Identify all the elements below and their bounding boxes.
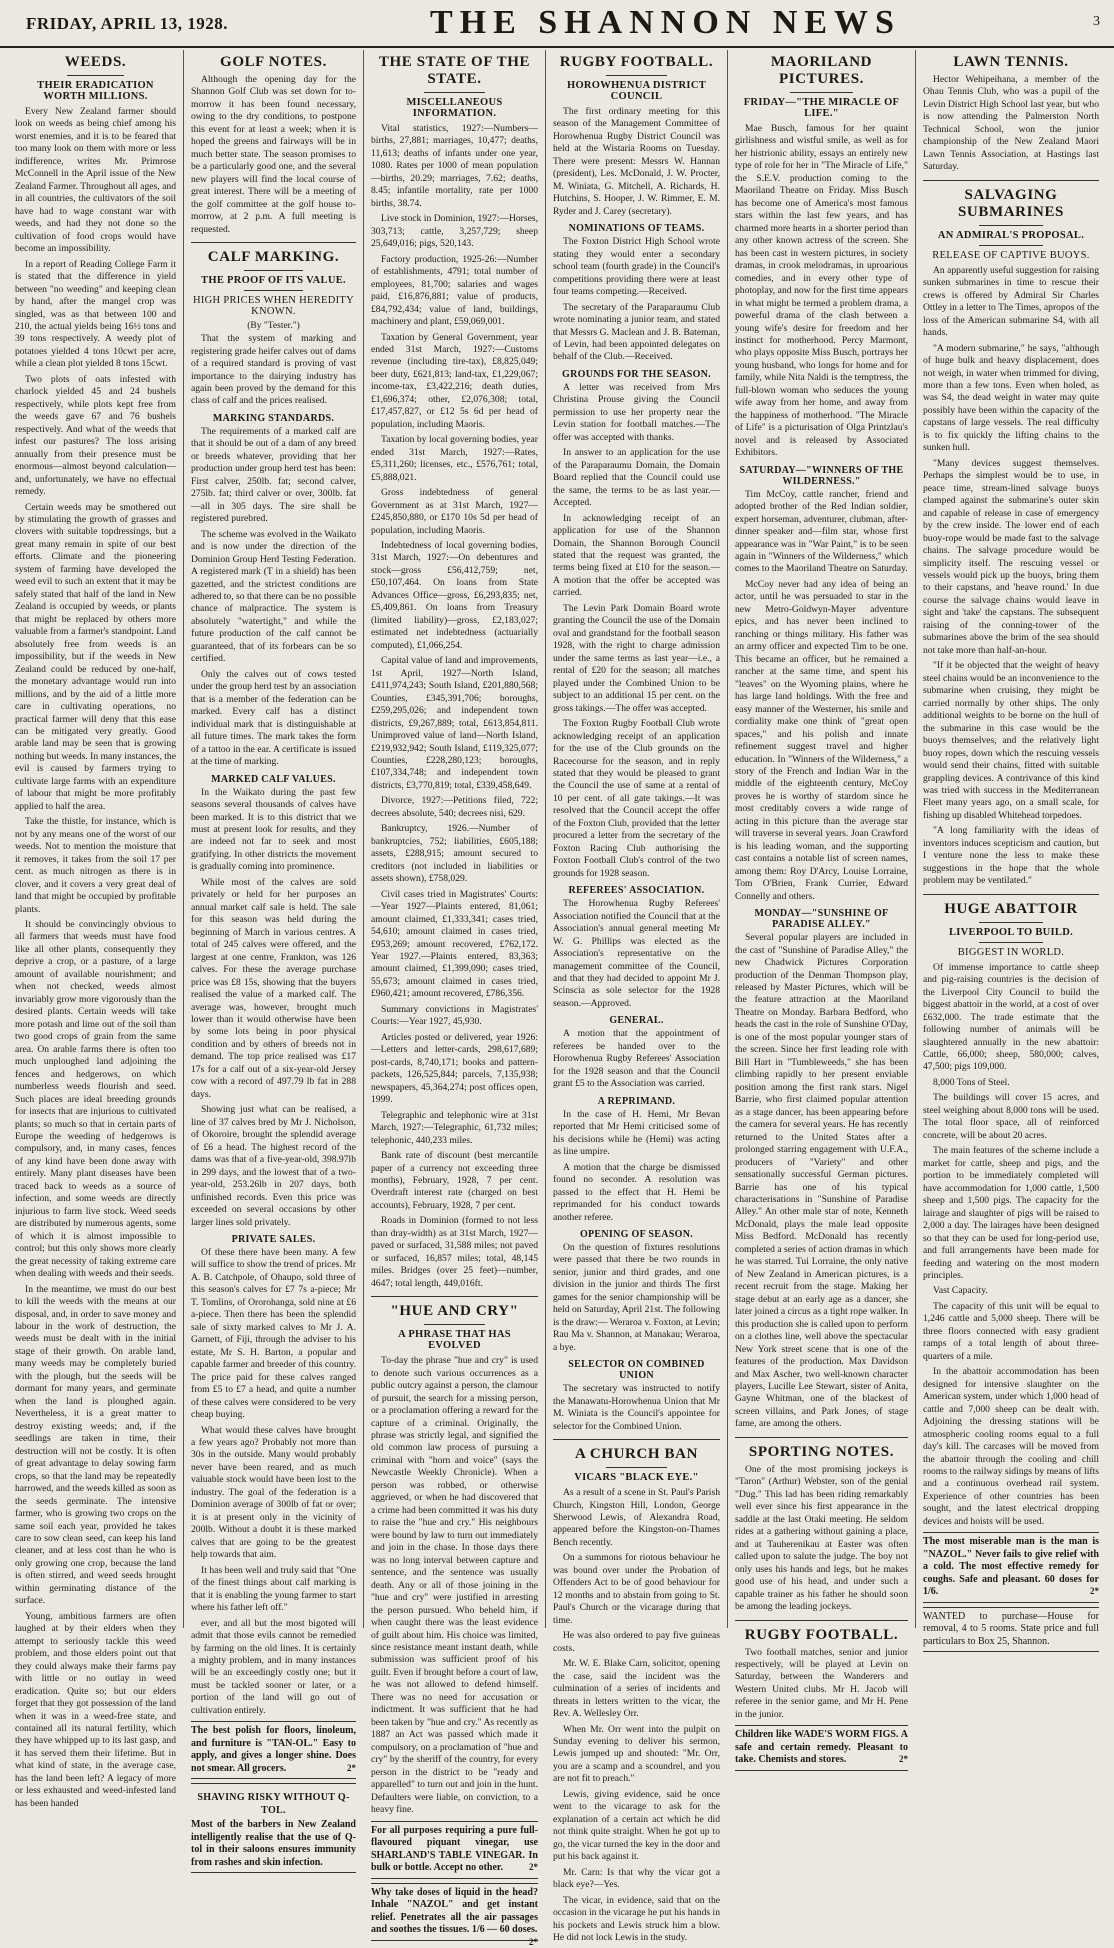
paragraph: As a result of a scene in St. Paul's Parish Church, Kingston Hill, London, George Sherwood Lewis, of Alexandra Road, appeared before the Kingston-on-Thames Bench recently.: [553, 1487, 720, 1548]
article-headline: SPORTING NOTES.: [748, 1443, 895, 1460]
paragraph: Articles posted or delivered, year 1926:—Letters and letter-cards, 298,617,689; post-cards, 8,740,171; books and pattern-packets, 126,525,844; parcels, 7,135,938; newspapers, 45,364,274; post offices open, 1999.: [371, 1031, 538, 1106]
article-body: [735, 123, 908, 460]
paragraph: The buildings will cover 15 acres, and steel weighing about 8,000 tons will be used. The total floor space, all of reinforced concrete, will be about 20 acres.: [923, 1092, 1099, 1141]
section-body: [553, 1383, 720, 1433]
headline-rule: [979, 225, 1042, 226]
advertisement: [371, 1883, 538, 1947]
issue-date: FRIDAY, APRIL 13, 1928.: [26, 14, 229, 33]
paragraph: Take the thistle, for instance, which is not by any means one of the worst of our weeds. Not to mention the moisture that it removes, it takes from the soil 17 per cent. as much nitrogen as there is in clover, and it covers a very great deal of land that might be occupied by profitable plants.: [15, 816, 176, 915]
paragraph: Although the opening day for the Shannon Golf Club was set down for to-morrow it has been found necessary, owing to the dry conditions, to postpone this event for at least a week; when it is hoped the greens and fairways will be in much better state. The season promises to be a particularly good one, and the several new players will find the local course of great interest. There will be a meeting of the golf committee at the golf house to-morrow, at 2 p.m. A full meeting is requested.: [191, 74, 356, 235]
column-1: [8, 50, 184, 1809]
paragraph: What would these calves have brought a few years ago? Probably not more than 30s in the outside. Many would probably never have been reared, and as much valuable stock would have been lost to the industry. The goal of the federation is a Dominion average of 300lb of fat or over; it is at present only in the vicinity of 200lb. Without a doubt it is these marked calves that are going to be the greatest help towards that aim.: [191, 1424, 356, 1561]
column-4: [546, 50, 728, 1943]
article-headline: GOLF NOTES.: [220, 54, 327, 70]
headline-rule: [606, 1467, 666, 1468]
paragraph: The secretary was instructed to notify the Manawatu-Horowhenua Union that Mr M. Winiata is the Council's appointee for selector for the Combined Union.: [553, 1383, 720, 1432]
article-headline: THE STATE OF THE STATE.: [378, 54, 531, 87]
article: [553, 1439, 720, 1944]
article-subhead: LIVERPOOL TO BUILD.: [948, 926, 1074, 938]
paragraph: Taxation by local governing bodies, year ended 31st March, 1927:—Rates, £5,311,260; licenses, etc., £576,761; total, £5,888,021.: [371, 434, 538, 483]
advertisement-text: Children like WADE'S WORM FIGS. A safe and certain remedy. Pleasant to take. Chemists and stores.: [735, 1729, 908, 1766]
article-byline: (By "Tester."): [247, 321, 300, 332]
subhead-rule: [979, 942, 1042, 943]
section-heading: GROUNDS FOR THE SEASON.: [562, 368, 711, 380]
advertisement-text: For all purposes requiring a pure full-flavoured piquant vinegar, use SHARLAND'S TABLE VINEGAR. In bulk or bottle. Accept no other.: [371, 1824, 538, 1874]
column-2: [184, 50, 364, 1868]
paragraph: McCoy never had any idea of being an actor, until he was persuaded to star in the new Metro-Goldwyn-Mayer adventure epics, and has never been inclined to ranching or things military. His father was an army officer and expected Tim to be one. This became an officer, but he remained a rancher at the same time, and spent his "leaves" on the Wyoming plains, where he has large land holdings. With the free and easy manner of the Westerner, his smile and cordiality make one think of "great open spaces," and his polish and innate refinement suggest travel and higher education. In "Winners of the Wilderness," a story of the French and Indian War in the middle of the eighteenth century, McCoy proves he is worthy of stardom since he most creditably covers a wide range of acting in this picture than the average star will traverse in several years. Joan Crawford is his leading woman, and the supporting cast contains a notable list of screen names, among them: Roy D'Arcy, Louise Lorraine, Tom O'Brien, Frank Currier, Edward Connelly and others.: [735, 578, 908, 902]
advertisement-text: The most miserable man is the man is "NAZOL." Never fails to give relief with a cold. The most effective remedy for coughs. Safe and pleasant. 60 doses for 1/6.: [923, 1536, 1099, 1598]
paragraph: One of the most promising jockeys is "Taron" (Arthur) Webster, son of the genial "Dug." This lad has been riding remarkably well ever since his first appearance in the saddle at the last Otaki meeting. He seldom rides at a gathering without gaining a place, and at Tauherenikau at Easter was often called upon to salute the judge. The boy not only uses his hands and legs, but he makes good use of his head, and under such a capable trainer as his father he should soon be among the leading jockeys.: [735, 1463, 908, 1613]
article: [371, 54, 538, 1290]
paragraph: It should be convincingly obvious to all farmers that weeds must have food like all other plants, consequently they deprive a crop, or a pasture, of a large amount of available nourishment; and when not checked, weeds almost invariably grow more vigorously than the desired plants. Certain weeds will take more potash and lime out of the soil than two good crops of grain from the same area. On arable farms there is often too much unploughed land adjoining the fences and hedgerows, on which numberless weeds flourish and seed. Such places are ideal breeding grounds for insects that are injurious to cultivated plants; so much so that in certain parts of Europe the weeding of hedgerows is compulsory, and, in many cases, fences of any kind have been done away with entirely. Many plant diseases have been traced back to weeds as a source of infection, and some weeds are directly injurious to farm live stock. Weed seeds are distributed by numerous agents, some of which it is almost impossible to control; but this only shows more clearly the great necessity of taking extreme care when dealing with weeds and their seeds.: [15, 919, 176, 1280]
article-body: [735, 1464, 908, 1614]
article: [735, 54, 908, 1431]
article-divider: [923, 180, 1099, 181]
section-heading: MARKING STANDARDS.: [212, 412, 335, 424]
section-body: [191, 787, 356, 1229]
paragraph: In a report of Reading College Farm it is stated that the difference in yield between "no weeding" and keeping clean by hand, after the mangel crop was singled, was as that between 100 and 210, the actual yields being 16½ tons and 39 tons respectively. A weedy plot of potatoes yielded 4 tons 10cwt per acre, while a clean plot yielded 8 tons 15cwt.: [15, 258, 176, 370]
paragraph: Lewis, giving evidence, said he once went to the vicarage to ask for the explanation of a certain act which he did not think quite straight. When he got up to go, the vicar turned the key in the door and put his back against it.: [553, 1788, 720, 1863]
article-body: [371, 123, 538, 1290]
headline-rule: [67, 75, 125, 76]
paragraph: Capital value of land and improvements, 1st April, 1927—North Island, £411,974,243; South Island, £201,880,568; Counties, £345,391,706; boroughs, £259,295,026; and independent town districts, £9,267,889; total, £613,854,811. Unimproved value of land—North Island, £219,932,942; South Island, £119,325,077; Counties, £228,280,123; boroughs, £107,334,748; and independent town districts, £3,770,819; total, £339,458,649.: [371, 655, 538, 791]
advertisement-text: The best polish for floors, linoleum, and furniture is "TAN-OL." Easy to apply, and gives a longer shine. Does not smear. All grocers.: [191, 1725, 356, 1774]
paragraph: Bankruptcy, 1926.—Number of bankruptcies, 752; liabilities, £605,188; assets, £288,915; amount secured to creditors (not included in liabilities or assets shown), £758,029.: [371, 823, 538, 885]
paragraph: Vital statistics, 1927:—Numbers—births, 27,881; marriages, 10,477; deaths, 11,613; deaths of infants under one year, 1080. Rates per 1000 of mean population—births, 20.29; marriages, 7.62; deaths, 8.45; infantile mortality, rate per 1000 births, 38.74.: [371, 123, 538, 209]
article-subhead-secondary: BIGGEST IN WORLD.: [957, 946, 1065, 958]
masthead: [0, 0, 1114, 48]
paragraph: Of these there have been many. A few will suffice to show the trend of prices. Mr A. B. Catchpole, of Ohaupo, sold three of this season's calves for £7 7s a-piece; Mr T. Tomlins, of Ororohanga, sold nine at £6 a-piece. Then there has been the splendid sale of sixty marked calves to Mr J. A. Garnett, of Fiji, through the adviser to his estate, Mr S. H. Barton, a popular and capable farmer and breeder of this country. The price paid for these calves ranged from £5 to £7 a head, and quite a number of these calves were considered to be very cheap buying.: [191, 1246, 356, 1421]
columns: [8, 50, 1106, 1947]
paragraph: The secretary of the Paraparaumu Club wrote nominating a junior team, and stated that Messrs G. Maclean and J. B. Bateman, of Levin, had been appointed delegates on behalf of the Club.—Received.: [553, 301, 720, 363]
column-3: [364, 50, 546, 1947]
paragraph: Taxation by General Government, year ended 31st March, 1927:—Customs revenue (including tire-tax), £8,825,049; beer duty, £621,813; land-tax, £1,229,067; income-tax, £3,422,216; death duties, £1,696,374; other, £2,076,308; total, £17,457,827, or £12 5s 6d per head of population, including Maoris.: [371, 331, 538, 430]
article-divider: [191, 242, 356, 243]
page-number: 3: [1093, 14, 1100, 29]
paragraph: A motion that the charge be dismissed found no seconder. A resolution was passed to the effect that H. Hemi be reprimanded for his conduct towards another referee.: [553, 1161, 720, 1223]
advertisement-code: 2*: [1090, 1586, 1099, 1597]
headline-rule: [790, 92, 852, 93]
advertisement-code: 2*: [347, 1762, 356, 1773]
section-heading: MONDAY—"SUNSHINE OF PARADISE ALLEY.": [754, 908, 889, 931]
section-body: [553, 236, 720, 364]
article-body: [735, 1647, 908, 1722]
paragraph: When Mr. Orr went into the pulpit on Sunday evening to deliver his sermon, Lewis jumped up and shouted: "Mr. Orr, you are a scamp and a scoundrel, and you are not fit to preach.": [553, 1723, 720, 1785]
article-subhead: FRIDAY—"THE MIRACLE OF LIFE.": [743, 97, 900, 119]
article: [735, 1620, 908, 1771]
paragraph: In the meantime, we must do our best to kill the weeds with the means at our disposal, and, in order to save money and labour in the work of destruction, the weeds must be dealt with in the initial stage of their growth. On arable land, many weeds may be completely buried with the plough, but the seeds will be dormant for many years, and germinate when the land is ploughed again. Nevertheless, it is a great matter to destroy existing weeds; and, if the seedlings are taken in time, their destruction will not be costly. It is often of great advantage to delay sowing farm crops, so that the land may be repeatedly harrowed, and the weeds killed as soon as the seeds germinate. The intensive farmer, who is growing two crops on the same soil each year, provided he takes care to sow clean seed, can keep his land cleaner, and at less cost than he who is only growing one crop, because the land is often stirred, and weed seeds brought within germinating distance of the surface.: [15, 1283, 176, 1607]
paragraph: "A modern submarine," he says, "although of huge bulk and heavy displacement, does not weigh, in water when trimmed for diving, more than a few tons. Even when holed, as was S4, the dead weight in water may quite possibly have been within the capacity of the capstans of large vessels. The real difficulty is to fix quickly the lifting chains to the sunken hull.: [923, 342, 1099, 454]
paragraph: Two plots of oats infested with charlock yielded 45 and 24 bushels respectively, while plots kept free from the weeds gave 67 and 76 bushels respectively. And what of the weeds that infest our pastures? The loss arising annually from their presence must be enormous—almost beyond calculation—and, unfortunately, we have no effectual remedy.: [15, 373, 176, 498]
paragraph: 8,000 Tons of Steel.: [933, 1076, 1010, 1088]
section-body: [553, 898, 720, 1010]
paragraph: "Many devices suggest themselves. Perhaps the simplest would be to use, in peace time, stream-lined salvage buoys clamped against the submarine's outer skin and capable of release in case of emergency by the crew inside. The lower end of each buoy-rope would be made fast to the salvage chains. The salvage procedure would be simplicity itself. The rescuing vessel or vessels would pick up the buoys, bring them to their capstans, and 'heave round.' In due course the salvage chains would leave in sight and 'take' the capstans. The subsequent raising of the conning-tower of the submarines above the brim of the sea should not take more than half-an-hour.: [923, 457, 1099, 656]
headline-rule: [606, 75, 666, 76]
paragraph: In answer to an application for the use of the Paraparaumu Domain, the Domain Board replied that the Council could use the same, the terms to be as last year.—Accepted.: [553, 447, 720, 509]
article-subhead: AN ADMIRAL'S PROPOSAL.: [937, 229, 1085, 241]
article-divider: [735, 1437, 908, 1438]
article-body: [923, 74, 1099, 174]
paragraph: On a summons for riotous behaviour he was bound over under the Probation of Offenders Act to be of good behaviour for 12 months and to abstain from going to St. Paul's Church or the vicarage during that time.: [553, 1552, 720, 1626]
headline-rule: [424, 92, 484, 93]
headline-rule: [244, 270, 303, 271]
paragraph: Mr. Carn: Is that why the vicar got a black eye?—Yes.: [553, 1866, 720, 1891]
paragraph: Divorce, 1927:—Petitions filed, 722; decrees absolute, 540; decrees nisi, 629.: [371, 795, 538, 819]
section-heading: MARKED CALF VALUES.: [211, 773, 336, 785]
section-body: [191, 426, 356, 769]
article-divider: [553, 1439, 720, 1440]
advertisement-code: 2*: [899, 1754, 908, 1765]
article-body: [923, 962, 1099, 1529]
article-headline: RUGBY FOOTBALL.: [744, 1626, 899, 1643]
paragraph: The Levin Park Domain Board wrote granting the Council the use of the Domain oval and grandstand for the football season 1928, with the right to charge admission under the same terms as last year—i.e., a rental of £20 for the season; all matches played under the Combined Union to be subject to an additional 15 per cent. on the gross takings.—The offer was accepted.: [553, 602, 720, 714]
paragraph: To-day the phrase "hue and cry" is used to denote such various occurrences as a public outcry against a person, the clamour of pursuit, the search for a missing person, or a proclamation offering a reward for the capture of a criminal. Originally, the phrase was strictly legal, and signified the old common law process of pursuing a criminal with "horn and voice" (says the Newcastle Weekly Chronicle). When a person was robbed, or otherwise aggrieved, or when he had discovered that a crime had been committed it was his duty to raise the "hue and cry." His neighbours were bound by law to turn out immediately and join in the chase. In those days there was no long interval between capture and sentence, and the sentence was usually death. Any or all of those joining in the "hue and cry" were justified in arresting the person pursued. Who beheld him, if when caught there was the least evidence of guilt about him. His choice was limited, since resistance meant instant death, while submission was sufficient proof of his guilt. Even if brought before a court of law, he was not allowed to defend himself. There was no need for accusation or indictment. It was sufficient that he had been taken by "hue and cry." As recently as 1887 an Act was passed which made it compulsory, on a proclamation of "hue and cry" by the sheriff of the country, for every person in the district to be "ready and apparelled" to turn out and join in the hunt. Defaulters were liable, on conviction, to a heavy fine.: [371, 1355, 538, 1816]
paragraph: The Foxton District High School wrote stating they would enter a secondary school team (fourth grade) in the Council's competitions providing there were at least four teams competing.—Received.: [553, 236, 720, 298]
paragraph: Certain weeds may be smothered out by stimulating the growth of grasses and clovers with suitable topdressings, but a great many remain in spite of our best efforts. Climate and the pioneering system of farming have developed the weed evil to such an extent that it may be safely stated that half of the land in New Zealand is occupied by weeds, or plants that might be replaced by others more valuable from a farmer's standpoint. Land absolutely free from weeds is an impossibility, but if the weeds in New Zealand could be reduced by one-half, the monetary advantage would run into millions, and by the aid of a little more care in cultivating operations, no practical farmer will deny that this ease can be mitigated very greatly. Good arable land may be seen that is growing nothing but weeds. In many instances, the evil is caused by farmers trying to cultivate large farms with an expenditure of labour that might be more profitably applied to half the area.: [15, 501, 176, 812]
article-subhead: VICARS "BLACK EYE.": [574, 1472, 699, 1484]
paragraph: Several popular players are included in the cast of "Sunshine of Paradise Alley," the new Chadwick Pictures Corporation production of the Denman Thompson play, released by Master Pictures, which will be the feature attraction at the Maoriland Theatre on Monday. Barbara Bedford, who heads the cast in the role of Sunshine O'Day, is one of the most popular younger stars of the screen. Since her first leading role with Bill Hart in "Tumbleweeds," she has been climbing rapidly to her present enviable position among the first rank stars. Nigel Barrie, who first claimed popular attention as a stage dancer, has been appearing before the camera for several years. He has recently returned to the United States after a prolonged starring engagement with U.F.A., producers of "Variety" and other sensationally successful German pictures. Barrie has one of his typical characterisations in "Sunshine of Paradise Alley." An other male star of note, Kenneth McDonald, plays the male lead opposite Miss Bedford. McDonald has recently completed a series of action dramas in which he was starred. Tui Lorraine, the only native of New Zealand in American pictures, is a recent recruit from the stage. Making her stage debut at an early age as a dancer, she later joined a circus as a tight rope walker. In this production she is called upon to perform on a clothes line, well above the spectacular New York street scene that is one of the features of the production. Max Davidson and Max Ascher, two well-known character players, Lucille Lee Stewart, sister of Anita, Gayne Whitman, one of the blackest of screen villains, and Park Jones, of stage fame, are among the others.: [735, 932, 908, 1430]
paragraph: The vicar, in evidence, said that on the occasion in the vicarage he put his hands in his pockets and Lewis struck him a blow. He did not lock Lewis in the study.: [553, 1894, 720, 1943]
article-headline: "HUE AND CRY": [390, 1303, 519, 1320]
paragraph: Roads in Dominion (formed to not less than dray-width) as at 31st March, 1927—paved or surfaced, 31,588 miles; not paved or surfaced, 16,857 miles; total, 48,145 miles. Bridges (over 25 feet)—number, 4647; total length, 449,016ft.: [371, 1215, 538, 1289]
paragraph: Factory production, 1925-26:—Number of establishments, 4791; total number of employees, 81,700; salaries and wages paid, £16,876,881; value of products, £84,792,434; value of land, buildings, machinery and plant, £59,069,001.: [371, 253, 538, 328]
advertisement-text: Why take doses of liquid in the head? Inhale "NAZOL" and get instant relief. Penetrates all the air passages and soothes the tissues. 1/6 — 60 doses.: [371, 1886, 538, 1936]
paragraph: Young, ambitious farmers are often laughed at by their elders when they attempt to seriously tackle this weed problem, and those elders point out that they could always make their farms pay with little or no outlay in weed eradication. Quite so; but our elders forget that they got possession of the land when it was in a weed-free state, and contained all its natural fertility, which they have whipped up to its last gasp, and it has served them their lifetime. But in what kind of state, in the average case, has the land been left? A legacy of more or less exhausted and weed-infested land has been handed: [15, 1610, 176, 1809]
advertisement: [923, 1532, 1099, 1603]
headline-rule: [979, 922, 1042, 923]
article-headline: SALVAGING SUBMARINES: [957, 186, 1065, 220]
article-body: [553, 106, 720, 218]
article: [371, 1296, 538, 1947]
article-subhead-secondary: RELEASE OF CAPTIVE BUOYS.: [932, 249, 1090, 261]
article-subhead-secondary: HIGH PRICES WHEN HEREDITY KNOWN.: [192, 295, 354, 318]
paragraph: While most of the calves are sold privately or held for her purposes an annual market calf sale is held. The sale for this season was held during the beginning of March in various centres. A total of 245 calves were offered, and the largest at one centre, Frankton, was 126 calves. For these the average purchase price was £8 15s, showing that the buyers realised the value of a marked calf. The average was, however, brought much lower than it would otherwise have been by some lots being in poor physical condition and by others of breeds not in demand. The top price realised was £17 17s for a calf out of a six-year-old Jersey cow with a record of 497.79 lb fat in 288 days.: [191, 876, 356, 1100]
paragraph: It has been well and truly said that "One of the finest things about calf marking is that it is enabling the young farmer to start where his father left off.": [191, 1564, 356, 1614]
section-heading: SELECTOR ON COMBINED UNION: [568, 1359, 705, 1382]
article-body: [15, 106, 176, 1810]
advertisement: [371, 1821, 538, 1879]
section-body: [553, 382, 720, 880]
section-heading: NOMINATIONS OF TEAMS.: [568, 223, 705, 235]
advertisement-heading: SHAVING RISKY WITHOUT Q-TOL.: [197, 1792, 350, 1816]
subhead-rule: [979, 245, 1042, 246]
article-headline: LAWN TENNIS.: [953, 54, 1069, 70]
article: [553, 54, 720, 1433]
article-subhead: THE PROOF OF ITS VALUE.: [201, 275, 346, 287]
paragraph: Of immense importance to cattle sheep and pig-raising countries is the decision of the Liverpool City Council to build the biggest abattoir in the world, at a cost of over £632,000. The trade estimate that the following number of animals will be slaughtered annually in the new abattoir: Cattle, 66,000; sheep, 580,000; calves, 47,500; pigs 109,000.: [923, 961, 1099, 1073]
paragraph: That the system of marking and registering grade heifer calves out of dams of a required standard is proving of vast importance to the dairying industry has again been proved by the demand for this class of calf and the prices realised.: [191, 333, 356, 407]
article: [191, 242, 356, 1873]
paragraph: The requirements of a marked calf are that it should be out of a dam of any breed or breeds whatever, providing that her production under group herd test has been: First calver, 250lb. fat; second calver, 275lb. fat; third calver or over, 300lb. fat—all in 305 days. The sire shall be registered purebred.: [191, 425, 356, 525]
paragraph: On the question of fixtures resolutions were passed that there be two rounds in senior, junior and third grades, and one division in the junior and thirds The first games for the senior championship will be held on Saturday, April 21st. The following is the draw:— Weraroa v. Foxton, at Levin; Rau Ma v. Shannon, at Manakau; Weraroa, a bye.: [553, 1241, 720, 1353]
section-heading: PRIVATE SALES.: [231, 1233, 316, 1245]
article-headline: HUGE ABATTOIR: [944, 900, 1078, 917]
article-headline: MAORILAND PICTURES.: [770, 54, 873, 87]
article-subhead: A PHRASE THAT HAS EVOLVED: [398, 1329, 511, 1352]
paragraph: He was also ordered to pay five guineas costs.: [553, 1630, 720, 1654]
column-5: [728, 50, 916, 1766]
paragraph: "A long familiarity with the ideas of inventors induces scepticism and caution, but I venture none the less to make these suggestions in the hope that the whole problem may be ventilated.": [923, 825, 1099, 887]
paragraph: A motion that the appointment of referees be handed over to the Horowhenua Rugby Referees' Association for the 1928 season and that the Council grant £5 to the Association was carried.: [553, 1028, 720, 1090]
paragraph: Mae Busch, famous for her quaint girlishness and wistful smile, as well as for her histrionic ability, essays an entirely new type of role for her in "The Miracle of Life," the S.E.V. production coming to the Maoriland Theatre on Friday. Miss Busch has become one of America's most famous stars within the last few years, and has charmed more hearts in a shorter period than any other known actress of the screen. She has been cast in western pictures, in society dramas, in crook melodramas, in uproarious comedies, and in every other type of photoplay, and now for the first time appears in what might be termed a problem drama, a powerful drama of the clash between a young wife's desire for freedom and her instinct for motherhood. Percy Marmont, who plays opposite Miss Busch, portrays her young husband, who longs for home and for family, while Nita Naldi is the temptress, the full-blown woman who seduces the young wife away from her home, and away from the happiness of motherhood. "The Miracle of Life" is a picturisation of Olga Printzlau's novel and is released by Associated Exhibitors.: [735, 123, 908, 459]
article-subhead: MISCELLANEOUS INFORMATION.: [406, 97, 503, 119]
paragraph: Only the calves out of cows tested under the group herd test by an association that is a member of the federation can be marked. Every calf has a distinct individual mark that is distinguishable at all future times. The mark takes the form of a tattoo in the ear. A certificate is issued at the time of marking.: [191, 668, 356, 768]
paragraph: Two football matches, senior and junior respectively, will be played at Levin on Saturday, between the Wanderers and Western United clubs. Mr H. Jacob will referee in the senior game, and Mr H. Pene in the junior.: [735, 1646, 908, 1720]
paragraph: Civil cases tried in Magistrates' Courts:—Year 1927—Plaints entered, 81,061; amount claimed, £1,333,341; cases tried, 54,610; amount claimed in cases tried, £953,269; amount recovered, £762,172. Year 1927.—Plaints entered, 83,363; amount claimed, £1,399,090; cases tried, 55,673; amount claimed in cases tried, £960,421; amount recovered, £786,356.: [371, 888, 538, 1000]
advertisement: [191, 1783, 356, 1873]
paragraph: An apparently useful suggestion for raising sunken submarines in time to rescue their crews is offered by Admiral Sir Charles Ottley in a letter to The Times, apropos of the loss of the American submarine S4, with all hands.: [923, 264, 1099, 339]
paragraph: In acknowledging receipt of an application for use of the Shannon Domain, the Shannon Borough Council stated that the request was granted, the terms being fixed at £10 for the season.—A motion that the offer be accepted was carried.: [553, 512, 720, 599]
paragraph: "If it be objected that the weight of heavy steel chains would be an inconvenience to the submarine when cruising, they might be carried normally by other ships. The only additional weights to be borne on the hull of the submarine in this case would be the buoys themselves, and the relatively light buoy ropes, down which the rescuing vessels would send their chains, fitted with suitable grappling devices. A contrivance of this kind was tried with success in the Mediterranean Fleet many years ago, on a small scale, for fishing up disabled Whitehead torpedoes.: [923, 660, 1099, 821]
paragraph: In the abattoir accommodation has been designed for intensive slaughter on the American system, under which 1,000 head of cattle and 7,000 sheep can be dealt with. Adjoining the dressing stations will be atmospheric cooling rooms equal to a full day's kill. The carcases will be moved from the abattoir through the cooling and chill rooms to the railway sidings by means of lifts and a continuous overhead rail system. Experience of other countries has been sought, and the latest electrical dropping devices and hoists will be used.: [923, 1366, 1099, 1527]
section-heading: SATURDAY—"WINNERS OF THE WILDERNESS.": [739, 464, 904, 487]
section-body: [735, 489, 908, 903]
paragraph: The scheme was evolved in the Waikato and is now under the direction of the Dominion Group Herd Testing Federation. A registered mark (T in a shield) has been gazetted, and the strictest conditions are adhered to, so that there can be no possible chance of malpractice. The system is absolutely "watertight," and while the future production of the calf cannot be guaranteed, that of its forbears can be so certified.: [191, 528, 356, 665]
paragraph: Bank rate of discount (best mercantile paper of a currency not exceeding three months), February, 1928, 7 per cent. Overdraft interest rate (charged on best accounts), February, 1928, 7 per cent.: [371, 1150, 538, 1211]
advertisement-code: 2*: [529, 1862, 538, 1873]
advertisement-text: Most of the barbers in New Zealand intelligently realise that the use of Q-tol in their saloons ensures immunity from rashes and skin infection.: [191, 1819, 356, 1868]
article-headline: CALF MARKING.: [207, 249, 340, 266]
advertisement: [735, 1725, 908, 1771]
paragraph: Gross indebtedness of general Government as at 31st March, 1927—£245,850,880, or £170 10s 5d per head of population, including Maoris.: [371, 487, 538, 536]
section-body: [553, 1109, 720, 1224]
article-body: [923, 265, 1099, 888]
paragraph: Telegraphic and telephonic wire at 31st March, 1927:—Telegraphic, 61,732 miles; telephonic, 440,233 miles.: [371, 1109, 538, 1146]
article: [923, 54, 1099, 174]
article: [735, 1437, 908, 1614]
paragraph: Indebtedness of local governing bodies, 31st March, 1927:—On debentures and stock—gross £56,412,759; net, £50,107,464. On loans from State Advances Office—gross, £6,293,835; net, £5,409,861. On loans from Treasury (limited liability)—gross, £2,183,027; estimated net indebtedness (actuarially computed), £1,066,254.: [371, 540, 538, 651]
article: [923, 180, 1099, 888]
paragraph: The main features of the scheme include a market for cattle, sheep and pigs, and the portion to be immediately completed will have accommodation for 1,000 cattle, 1,500 sheep and 1,500 pigs. The capacity for the lairage and slaughter of pigs will be raised to 2,000 a day. The lairages have been designed so that they can be used for long-period use, and full arrangements have been made for feeding and watering on the most modern principles.: [923, 1145, 1099, 1281]
article-headline: RUGBY FOOTBALL.: [559, 54, 714, 70]
article-subhead: HOROWHENUA DISTRICT COUNCIL: [566, 80, 707, 102]
article-divider: [923, 894, 1099, 895]
paragraph: Showing just what can be realised, a line of 37 calves bred by Mr J. Nicholson, of Okoroire, brought the splendid average of £6 a head. The highest record of the dams was that of a five-year-old, 398.97lb in 299 days, and the lowest that of a two-year-old, 253.26lb in 207 days, both unfinished records. Even this price was exceeded on several occasions by other larger lines sold privately.: [191, 1104, 356, 1228]
paragraph: Summary convictions in Magistrates' Courts:—Year 1927, 45,930.: [371, 1003, 538, 1028]
advertisement: [191, 1721, 356, 1779]
paragraph: Tim McCoy, cattle rancher, friend and adopted brother of the Red Indian soldier, expert horseman, adventurer, clubman, after-dinner speaker and—film star, whose first appearance was in "War Paint," is to be seen again in "Winners of the Wilderness," which comes to the Maoriland Theatre on Saturday.: [735, 488, 908, 575]
paragraph: Hector Wehipeihana, a member of the Ohau Tennis Club, who was a pupil of the Levin District High School last year, but who is now attending the Palmerston North Technical School, won the junior championship of the New Zealand Maori Lawn Tennis Association, at Hastings last Saturday.: [923, 74, 1099, 173]
paragraph: Mr. W. E. Blake Carn, solicitor, opening the case, said the incident was the culmination of a series of incidents and threats in letters written to the vicar, the Rev. A. Wellesley Orr.: [553, 1658, 720, 1720]
section-body: [553, 1028, 720, 1090]
paragraph: Every New Zealand farmer should look on weeds as being chief among his worst enemies, and it is to be feared that too many look on them with more or less indifference, writes Mr. Primrose McConnell in the April issue of the New Zealand Farmer. Throughout all ages, and in all countries, the cultivators of the soil have had to wage constant war with weeds, and had they not done so the cultivation of food crops would have become an impossibility.: [15, 106, 176, 255]
section-heading: REFEREES' ASSOCIATION.: [568, 885, 705, 897]
paragraph: In the case of H. Hemi, Mr Bevan reported that Mr Hemi criticised some of his decisions while he (Hemi) was acting as line umpire.: [553, 1108, 720, 1158]
article-body: [191, 74, 356, 236]
paragraph: The capacity of this unit will be equal to 1,246 cattle and 5,000 sheep. There will be three floors connected with easy gradient ramps of a total length of about three-quarters of a mile.: [923, 1300, 1099, 1362]
column-6: [916, 50, 1106, 1647]
advertisement: [923, 1607, 1099, 1653]
paragraph: ever, and all but the most bigoted will admit that those evils cannot be remedied by farming on the old lines. It is certainly a mighty problem, and in many instances will be an exceedingly costly one; but it must be tackled sooner or later, or a portion of the land will go out of cultivation entirely.: [191, 1617, 356, 1716]
advertisement-code: 2*: [529, 1936, 538, 1947]
paragraph: The first ordinary meeting for this season of the Management Committee of Horowhenua Rugby District Council was held at the Wistaria Rooms on Tuesday. There were present: Messrs W. Hannan (president), Les. McDonald, J. W. Procter, M. Winiata, G. Mitchell, A. Richards, H. Hutchins, S. Hooper, J. W. Rimmer, E. M. Ryder and J. Carey (secretary).: [553, 106, 720, 217]
section-heading: OPENING OF SEASON.: [579, 1228, 694, 1240]
section-heading: A REPRIMAND.: [597, 1095, 676, 1107]
article-body: [371, 1355, 538, 1816]
paragraph: In the Waikato during the past few seasons several thousands of calves have been marked. It is to this district that we must at present look for results, and they are indeed not far to seek and most gratifying. In other districts the movement is gradually coming into prominence.: [191, 786, 356, 873]
section-body: [553, 1242, 720, 1354]
paragraph: Live stock in Dominion, 1927:—Horses, 303,713; cattle, 3,257,729; sheep 25,649,016; pigs, 520,143.: [371, 213, 538, 250]
headline-rule: [424, 1324, 484, 1325]
advertisement-text: WANTED to purchase—House for removal, 4 to 5 rooms. State price and full particulars to Box 25, Shannon.: [923, 1610, 1099, 1647]
section-body: [735, 932, 908, 1431]
paragraph: A letter was received from Mrs Christina Prouse giving the Council permission to use her property near the Levin station for football matches.—The offer was accepted with thanks.: [553, 381, 720, 443]
subhead-rule: [244, 290, 303, 291]
article-headline: WEEDS.: [64, 54, 127, 70]
paragraph: The Horowhenua Rugby Referees' Association notified the Council that at the Association's annual general meeting Mr W. G. Phillips was elected as the Association's representative on the management committee of the Council, and that they had decided to appoint Mr J. Scinscia as sole selector for the 1928 season.—Approved.: [553, 898, 720, 1009]
article-headline: A CHURCH BAN: [574, 1446, 699, 1463]
article: [923, 894, 1099, 1653]
paragraph: The Foxton Rugby Football Club wrote acknowledging receipt of an application for the use of the Club grounds on the Racecourse for the season, and in reply stated that they would be pleased to grant the Council the use of same at a rental of 10 per cent. of all gate takings.—It was resolved that the Council accept the offer of the Foxton Club, provided that the letter procured a letter from the secretary of the Foxton Racing Club authorising the Foxton Football Club's control of the two grounds for 1928 season.: [553, 718, 720, 879]
article-body: [553, 1487, 720, 1944]
article-divider: [371, 1296, 538, 1297]
article-divider: [735, 1620, 908, 1621]
section-body: [191, 1247, 356, 1717]
paragraph: Vast Capacity.: [933, 1285, 988, 1297]
section-heading: GENERAL.: [609, 1015, 664, 1027]
article: [15, 54, 176, 1810]
article-subhead: THEIR ERADICATION WORTH MILLIONS.: [37, 80, 154, 102]
article: [191, 54, 356, 236]
article-body: [191, 333, 356, 408]
newspaper-title: THE SHANNON NEWS: [430, 4, 901, 41]
